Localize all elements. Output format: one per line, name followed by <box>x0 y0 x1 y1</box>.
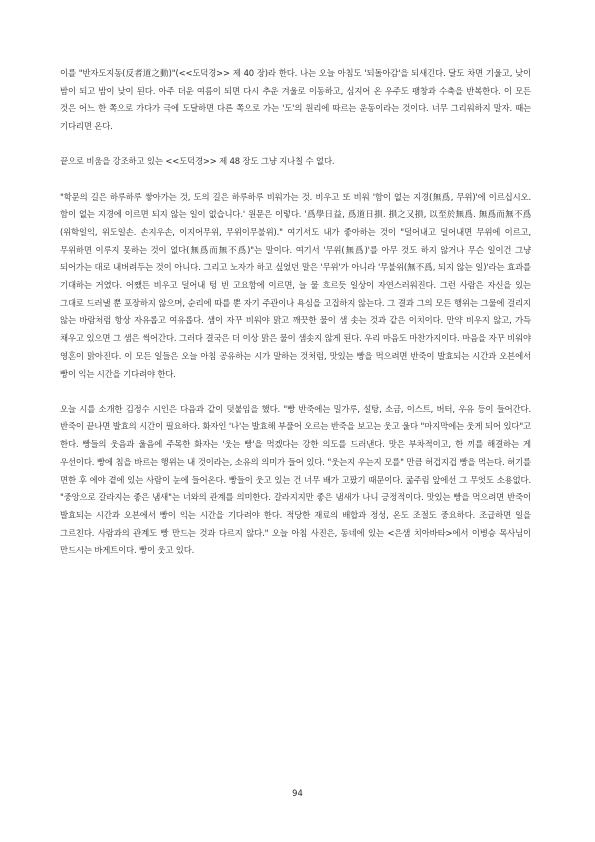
paragraph-emptying: "학문의 길은 하루하루 쌓아가는 것, 도의 길은 하루하루 비워가는 것. 비우고 또 비워 '함이 없는 지경(無爲, 무위)'에 이르십시오. 함이 없는 지경에 이르면 되지 않는 일이 없습니다.' 원문은 이렇다. '爲學日益, 爲道日損. 損之又損, 以至於無爲. 無爲而無不爲(위학일익, 위도일손. 손지우손, 이지어무위, 무위이무불위)." 여기서도 내가 좋아하는 것이 "덜어내고 덜어내면 무위에 이르고, 무위하면 이루지 못하는 것이 없다(無爲而無不爲)"는 말이다. 여기서 '무위(無爲)'를 아무 것도 하지 않거나 무슨 일이건 그냥 되어가는 대로 내버려두는 것이 아니다. 그리고 노자가 하고 싶었던 말은 '무위'가 아니라 '무불위(無不爲, 되지 않는 일)'라는 효과를 기대하는 거였다. 어쨌든 비우고 덜어내 텅 빈 고요함에 이르면, 늘 물 흐르듯 일상이 자연스러워진다. 그런 사람은 자신을 있는 그대로 드러낼 뿐 포장하지 않으며, 순리에 따를 뿐 자기 주관이나 욕심을 고집하지 않는다. 그 결과 그의 모든 행위는 그물에 걸리지 않는 바람처럼 항상 자유롭고 여유롭다. 샘이 자꾸 비워야 맑고 깨끗한 물이 샘 솟는 것과 같은 이치이다. 만약 비우지 않고, 가득 채우고 있으면 그 샘은 썩어간다. 그러다 결국은 더 이상 맑은 물이 샘솟지 않게 된다. 우리 마음도 마찬가지이다. 마음을 자꾸 비워야 영혼이 맑아진다. 이 모든 일들은 오늘 아침 공유하는 시가 말하는 것처럼, 맛있는 빵을 먹으려면 반죽이 발효되는 시간과 오븐에서 빵이 익는 시간을 기다려야 한다. <box>60 191 531 379</box>
page-number: 94 <box>292 788 303 798</box>
paragraph-chapter-48-intro: 끝으로 비움을 강조하고 있는 <<도덕경>> 제 48 장도 그냥 지나칠 수 없다. <box>60 156 335 167</box>
paragraph-return-principle: 이를 "반자도지동(反者道之動)"(<<도덕경>> 제 40 장)라 한다. 나는 오늘 아침도 '되돌아감'을 되새긴다. 달도 차면 기울고, 낮이 밤이 되고 밤이 낮이 된다. 아주 더운 여름이 되면 다시 추운 겨울로 이동하고, 심지어 온 우주도 팽창과 수축을 반복한다. 이 모든 것은 어느 한 쪽으로 가다가 극에 도달하면 다른 쪽으로 가는 '도'의 원리에 따르는 운동이라는 것이다. 너무 그리워하지 말자. 때는 기다리면 온다. <box>60 68 531 132</box>
paragraph-gap <box>60 383 531 401</box>
paragraph-poet-commentary: 오늘 시를 소개한 김정수 시인은 다음과 같이 덧붙임을 했다. "빵 반죽에는 밀가루, 설탕, 소금, 이스트, 버터, 우유 등이 들어간다. 반죽이 끝나면 발효의 시간이 필요하다. 화자인 '나'는 발효해 부풀어 오르는 반죽을 보고는 웃고 울다 "마지막에는 웃게 되어 있다"고 한다. 빵들의 웃음과 울음에 주목한 화자는 '웃는 빵'을 먹겠다는 강한 의도를 드러낸다. 맛은 부차적이고, 한 끼를 해결하는 게 우선이다. 빵에 침을 바르는 행위는 내 것이라는, 소유의 의미가 들어 있다. "웃는지 우는지 모를" 만큼 허겁지겁 빵을 먹는다. 허기를 면한 후 에야 곁에 있는 사람이 눈에 들어온다. 빵들이 웃고 있는 건 너무 배가 고팠기 때문이다. 굶주림 앞에선 그 무엇도 소용없다. "중앙으로 갈라지는 좋은 냄새"는 너와의 관계를 의미한다. 갈라지지만 좋은 냄새가 나니 긍정적이다. 맛있는 빵을 먹으려면 반죽이 발효되는 시간과 오븐에서 빵이 익는 시간을 기다려야 한다. 적당한 재료의 배합과 정성, 온도 조절도 중요하다. 조급하면 일을 그르친다. 사람과의 관계도 빵 만드는 것과 다르지 않다." 오늘 아침 사진은, 동네에 있는 <은샘 치아바타>에서 이병승 목사님이 만드시는 바게트이다. 빵이 웃고 있다. <box>60 403 531 556</box>
paragraph-gap <box>60 171 531 189</box>
page-body <box>60 65 531 560</box>
paragraph-gap <box>60 136 531 154</box>
